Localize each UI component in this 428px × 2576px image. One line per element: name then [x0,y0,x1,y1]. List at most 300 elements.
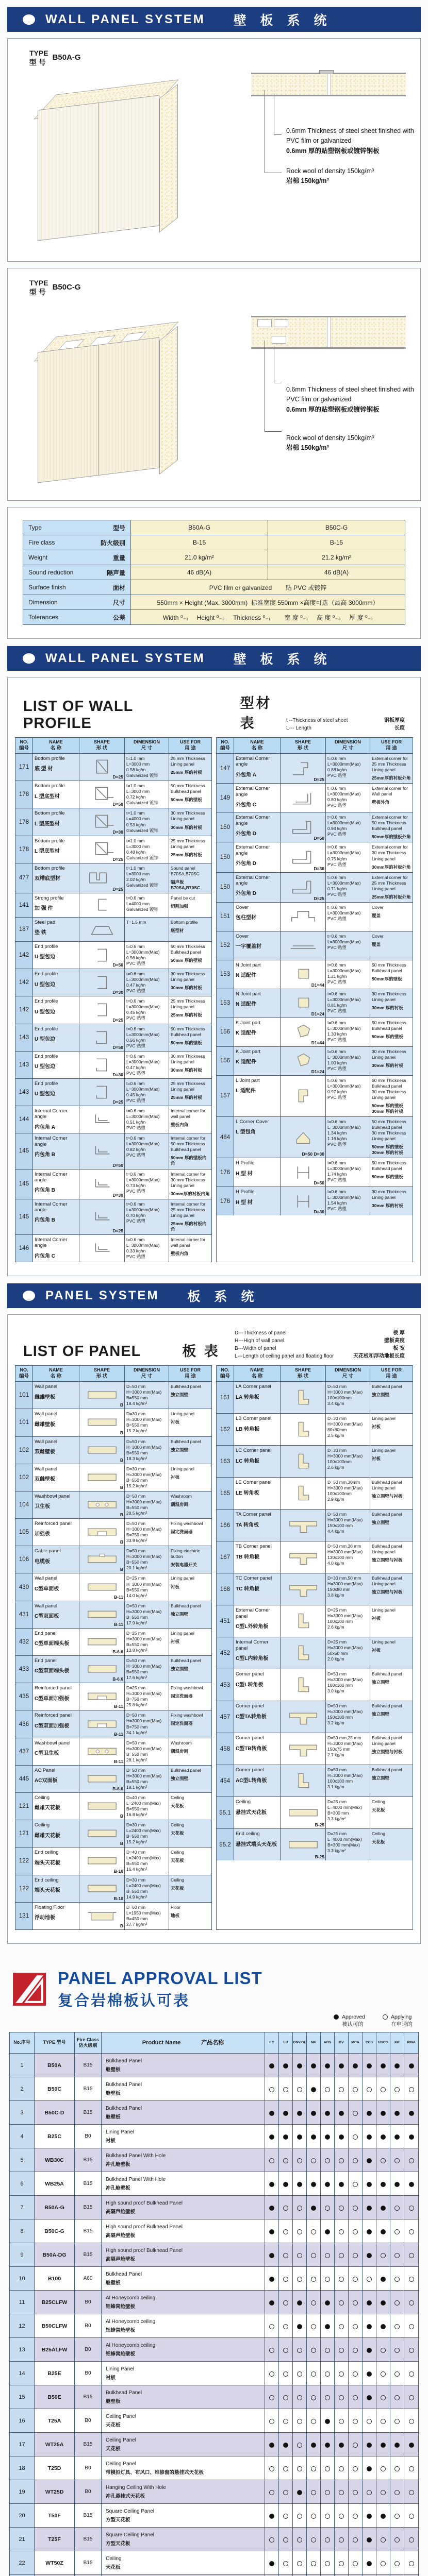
approval-mark [279,2219,293,2243]
item-use [370,842,413,872]
approval-mark [349,2172,363,2195]
applying-dot-icon [283,2466,288,2471]
table-row [217,1733,413,1765]
approval-mark [404,2551,418,2574]
use-line-en: Lining panel [372,1639,396,1645]
approved-dot-icon [409,2111,414,2116]
item-use [370,1478,413,1509]
item-shape [79,1492,125,1518]
item-name-en: Wall panel [35,1575,58,1582]
row-number: 20 [10,2504,35,2527]
item-name-en: TC Corner panel [236,1575,272,1582]
applying-dot-icon [339,2206,344,2211]
item-use [169,1848,211,1874]
item-name-en: External Corner angle [236,874,270,886]
panel-type [35,2575,75,2576]
item-name [234,1669,281,1701]
item-dimension [125,1382,169,1409]
use-line-en: Fixing washbowl [171,1713,203,1718]
approved-dot-icon [269,2229,274,2234]
approval-mark [279,2338,293,2361]
approval-mark [349,2219,363,2243]
product-name [102,2480,265,2503]
column-header-en: SHAPE [93,739,110,744]
use-line-en: Lining panel [372,1054,396,1060]
applying-dot-icon [311,2229,316,2234]
approval-row [10,2409,418,2432]
applying-dot-icon [339,2087,344,2092]
approval-mark [376,2219,390,2243]
approval-mark [279,2314,293,2337]
use-line-zh: 天花板 [171,1831,184,1836]
item-name-en: Internal Corner panel [236,1639,269,1651]
dimension-line: 27.7 kg/m² [126,1921,147,1927]
dimension-line: B=550 mm [126,1806,148,1812]
dimension-line: PVC 贴塑 [327,1177,347,1183]
item-name [33,1079,79,1106]
applying-dot-icon [367,2419,372,2424]
applying-dot-icon [283,2324,288,2329]
applying-dot-icon [283,2419,288,2424]
use-line-zh: 50mm 厚的壁板 30mm 厚的衬板 [372,1103,403,1114]
column-header-en: DIMENSION [133,1367,160,1373]
row-number: 6 [10,2172,35,2195]
row-number: 433 [15,1656,33,1683]
use-line-zh: 衬板 [171,1638,180,1644]
dimension-line: 0.45 kg/m [126,1010,146,1015]
applying-dot-icon [409,2277,414,2282]
table-row [15,836,211,863]
applying-dot-icon [269,2490,274,2495]
approval-mark [363,2480,376,2503]
applying-dot-icon [353,2419,358,2424]
row-number: 104 [15,1492,33,1518]
item-dimension [326,1733,370,1765]
applying-dot-icon [394,2324,400,2329]
spec-value: B50C-G [268,520,405,535]
dimension-line: 150x100 mm [327,1523,353,1529]
column-header-zh: 编号 [19,1373,29,1379]
item-dimension [125,1106,169,1133]
item-use [370,989,413,1018]
dimension-line: t=1.0 mm [126,865,145,871]
dimension-line: t=0.6 mm [327,962,346,968]
item-name [234,960,281,989]
use-line-en: Lining panel [372,856,396,861]
item-dimension [125,1710,169,1737]
applying-dot-icon [353,2514,358,2519]
approval-mark [335,2172,349,2195]
column-header-zh: 用 途 [386,745,397,751]
approval-mark [404,2504,418,2527]
applying-dot-icon [283,2490,288,2495]
use-line-zh: 30mm 厚的衬板 [372,1005,403,1010]
strong-drawing [85,895,120,916]
use-line-zh: 壁板内角 [171,1251,189,1257]
dimension-line: 0.53 kg/m [126,822,146,827]
column-header-product-name [102,2032,265,2053]
dimension-line: D=30 mm [126,1466,146,1471]
approval-mark [390,2528,404,2551]
use-line-zh: 50mm 厚的壁板 30mm 厚的衬板 [372,1144,403,1156]
approved-dot-icon [269,2277,274,2282]
dimension-line: H=3000 mm(Max) [126,1389,162,1395]
item-name-en: Corner panel [236,1735,264,1741]
dimension-line: B=550 mm [126,1395,148,1401]
item-name-en: L Corner Cover [236,1119,269,1125]
item-use [169,1437,211,1464]
dimension-line: t=0.6 mm [327,1119,346,1125]
use-line-en: Lining panel [171,1212,194,1218]
item-shape [79,836,125,863]
row-number: 55.2 [217,1829,234,1860]
row-number: 445 [15,1766,33,1792]
profile-table-header [15,738,211,753]
pad-drawing [85,919,120,940]
item-dimension [125,1170,169,1199]
item-name [33,1382,79,1409]
item-name-zh: C型单面端头板 [35,1641,70,1647]
item-dimension [125,1052,169,1078]
item-name [33,1133,79,1168]
item-name-zh: 底 型 材 [35,766,53,772]
approval-mark [390,2456,404,2480]
row-number: 153 [217,989,234,1018]
dimension-line: H=3000 mm(Max) [126,1554,162,1560]
use-line-zh: 天花板 [372,1839,385,1845]
shape-dimension-label: D=25 [314,777,324,783]
dimension-line: H=3000 mm(Max) [327,1453,363,1459]
shape-dimension-label: D1=44 [311,1040,324,1045]
use-line-en: Lining panel [171,1182,194,1188]
dimension-line: PVC 贴塑 [327,916,347,921]
shape-dimension-label: D=30 [112,990,123,995]
panel-3d-illustration [38,330,213,485]
dimension-line: t=0.6 mm [126,998,145,1004]
dimension-line: PVC 贴塑 [327,773,347,778]
use-line-zh: 25mm厚的衬板外角 [372,894,411,900]
item-name [234,989,281,1018]
dimension-line: T=1.5 mm [126,919,146,925]
item-name-zh: U 型包边 [35,1009,55,1015]
approved-dot-icon [353,2063,358,2069]
panel-3d-illustration [38,88,213,243]
shape-dimension-label: B-25 [315,1822,324,1828]
table-row [15,1601,211,1628]
item-name-en: End profile [35,998,58,1005]
applying-dot-icon [325,2395,330,2400]
item-dimension [125,1024,169,1051]
approval-mark [307,2409,321,2432]
approved-dot-icon [367,2561,372,2566]
approval-mark [376,2551,390,2574]
dimension-line: L=3000mm(Max) [126,1207,160,1212]
item-name [234,1478,281,1509]
approved-dot-icon [325,2419,330,2424]
product-name-zh: 带模拟灯具、布风口、维修窗的悬挂式天花板 [106,2469,204,2476]
bar-drawing [286,1835,321,1855]
approved-dot-icon [269,2253,274,2258]
product-name [102,2528,265,2551]
use-line-zh: 壁板内角 [171,1122,189,1128]
table-row [15,941,211,969]
column-header-en: NO. [20,1367,28,1373]
table-row [15,1169,211,1199]
item-name-en: Floating Floor [35,1904,65,1910]
spec-table-section [7,507,421,639]
approval-mark [321,2148,335,2172]
applying-dot-icon [283,2514,288,2519]
applying-dot-icon [297,2466,302,2471]
row-number: 453 [217,1669,234,1701]
applying-dot-icon [353,2158,358,2163]
use-line-en: 50 mm Thickness [171,943,205,949]
dimension-line: 1.16 kg/m [327,1136,347,1142]
approval-mark [321,2409,335,2432]
applying-dot-icon [297,2229,302,2234]
approval-mark [265,2314,279,2337]
item-name-en: External Corner angle [236,844,270,856]
dimension-line: L=3000 mm [126,871,150,876]
item-name-zh: 双槽底型材 [35,876,60,882]
use-line-en: Bulkhead panel [171,1658,201,1664]
approved-dot-icon [283,2063,288,2069]
approval-mark [265,2172,279,2195]
item-dimension [125,1793,169,1820]
item-name-en: Wall panel [35,1411,58,1417]
dimension-line: 14.9 kg/m² [126,1894,147,1900]
approval-mark [335,2267,349,2290]
shape-dimension-label: D1=24 [311,1069,324,1074]
use-line-zh: 独立围壁 [171,1666,189,1672]
fire-class: B15 [75,2219,102,2243]
approved-dot-icon [394,2063,400,2069]
dimension-line: B=750 mm [126,1532,148,1538]
column-header-en: USE FOR [179,1367,201,1373]
row-number: 178 [15,808,33,835]
approval-row [10,2290,418,2314]
approval-mark [293,2551,307,2574]
item-dimension [326,1446,370,1477]
item-name [234,1637,281,1669]
applying-dot-icon [394,2419,400,2424]
table-row [217,1445,413,1477]
column-header [217,1366,234,1381]
item-name-zh: C型双面板 [35,1614,59,1620]
column-header-en: DIMENSION [133,739,160,744]
applying-dot-icon [409,2490,414,2495]
dimension-line: B=550 mm [126,1669,148,1675]
dimension-line: t=0.6 mm [126,1080,145,1086]
item-name-en: Washbowl panel [35,1493,71,1499]
approval-mark [279,2243,293,2266]
corner-l-drawing [286,1675,321,1696]
dimension-line: 0.48 kg/m [126,849,146,855]
table-row [15,808,211,835]
table-row [217,1669,413,1701]
item-name [33,918,79,941]
item-use [370,960,413,989]
cover-drawing [286,906,321,927]
approval-row [10,2432,418,2456]
approval-mark [279,2409,293,2432]
item-name-en: H Profile [236,1189,255,1195]
dimension-line: 28.1 kg/m² [126,1757,147,1762]
floor-drawing [85,1906,120,1926]
panel-type: T25A [35,2409,75,2432]
approval-mark [404,2314,418,2337]
dimension-line: B=550 mm [126,1641,148,1647]
item-shape [281,1541,326,1573]
item-shape [79,1519,125,1546]
use-line-en: Internal corner for [171,1171,206,1177]
approved-dot-icon [325,2111,330,2116]
dimension-line: L=2400 mm(Max) [126,1855,161,1861]
column-header-fire-class [75,2032,102,2053]
item-name [33,1573,79,1600]
item-name [33,1464,79,1491]
approval-mark [363,2172,376,2195]
use-line-en: 30 mm Thickness [372,991,406,996]
dimension-line: 25.8 kg/m² [126,1702,147,1708]
approval-mark [307,2433,321,2456]
dimension-line: 0.33 kg/m [126,1248,146,1254]
column-header-zh: 名 称 [50,1373,62,1379]
dimension-line: D=50 mm [327,1671,347,1677]
item-shape [281,1047,326,1075]
approval-mark [335,2219,349,2243]
dimension-line: PVC 贴塑 [126,1070,145,1076]
item-shape [281,1765,326,1797]
dimension-line: B=300 mm(Max) [327,1842,360,1848]
item-name [234,1047,281,1075]
dimension-line: L=3000mm(Max) [126,950,160,955]
item-shape [79,1106,125,1133]
item-use [370,903,413,931]
dimension-line: H=3000 mm(Max) [327,1581,363,1587]
item-shape [281,754,326,783]
use-line-en: 50 mm Thickness [372,1077,406,1083]
dimension-line: t=1.0 mm [126,783,145,789]
approved-dot-icon [367,2348,372,2353]
item-use [169,1133,211,1168]
approval-mark [307,2291,321,2314]
dimension-line: Galvanized 镀锌 [126,827,158,833]
corner-l-drawing [286,1387,321,1408]
row-number: 432 [15,1629,33,1655]
applying-dot-icon [394,2087,400,2092]
item-dimension [125,808,169,835]
use-line-en: 30 mm Thickness [372,850,406,856]
item-name-en: Cable panel [35,1548,61,1554]
use-line-en: Bulkhead panel [372,1166,402,1172]
approval-mark [265,2291,279,2314]
shape-dimension-label: D=50 [112,962,123,968]
item-name [234,873,281,902]
applying-dot-icon [381,2490,386,2495]
item-name [33,1820,79,1847]
item-use [370,931,413,960]
dimension-line: L=3000mm(Max) [327,1054,361,1060]
applying-dot-icon [297,2277,302,2282]
product-name-en: High sound proof Bulkhead Panel [106,2200,183,2206]
bullet-icon [23,14,35,25]
dimension-line: PVC 贴塑 [126,988,145,994]
dimension-line: t=0.6 mm [327,1077,346,1083]
row-number: 105 [15,1519,33,1546]
applying-dot-icon [409,2537,414,2543]
dimension-line: L=3000 mm [126,843,150,849]
applying-dot-icon [339,2514,344,2519]
item-use [169,1903,211,1929]
dimension-line: PVC 贴塑 [327,1094,347,1100]
approval-mark [390,2291,404,2314]
item-dimension [326,1187,370,1215]
use-line-en: Bulkhead panel [171,950,201,955]
product-name-zh: 高隔声舱壁板 [106,2209,136,2215]
spec-label-zh: 型号 [112,524,125,532]
column-header-zh: 编号 [19,745,29,751]
row-number: 157 [217,1076,234,1116]
dimension-line: t=0.6 mm [327,1160,346,1166]
l-joint-drawing [286,1086,321,1106]
dimension-line: t=0.6 mm [327,1048,346,1054]
approval-mark [307,2101,321,2124]
dimension-line: PVC 贴塑 [327,803,347,808]
spec-label-en: Dimension [28,599,58,606]
dimension-line: H=3000 mm(Max) [126,1527,162,1532]
dimension-line: D=50 mm [126,1438,146,1444]
dimension-line: t=0.6 mm [126,971,145,977]
table-row [15,1875,211,1902]
use-line-en: Bulkhead panel [372,1575,402,1581]
item-name-zh: N 适配件 [236,973,256,979]
use-line-en: 50 mm Thickness [372,820,406,826]
approval-mark [307,2480,321,2503]
table-row [217,1573,413,1605]
dimension-line: t=0.6 mm [126,1201,145,1207]
use-line-zh: 独立围壁与衬板 [372,1494,403,1499]
approval-mark [390,2575,404,2576]
applying-dot-icon [339,2300,344,2306]
item-name [234,1733,281,1765]
int-corner-drawing [85,1238,120,1259]
applying-dot-icon [325,2253,330,2258]
applying-dot-icon [353,2348,358,2353]
item-use [169,1573,211,1600]
column-header [326,1366,370,1381]
item-name [33,863,79,893]
approved-dot-icon [283,2182,288,2187]
approved-dot-icon [297,2134,302,2140]
approved-dot-icon [394,2182,400,2187]
dimension-line: Galvanized 镀锌 [126,855,158,860]
row-number: 15 [10,2385,35,2409]
fire-class: B15 [75,2077,102,2100]
product-name-zh: 衬板 [106,2375,116,2381]
product-name-en: Ceiling [106,2555,122,2562]
approved-dot-icon [367,2253,372,2258]
approval-mark [293,2362,307,2385]
dimension-line: 3.3 kg/m² [327,1848,346,1854]
dimension-line: 3.0 kg/m [327,1688,344,1694]
panel-type: B50A [35,2054,75,2077]
column-header [125,738,169,753]
table-row [15,1847,211,1874]
spec-value: 21.2 kg/m² [268,550,405,565]
dimension-line: 15.2 kg/m² [126,1839,147,1845]
approval-mark [349,2101,363,2124]
